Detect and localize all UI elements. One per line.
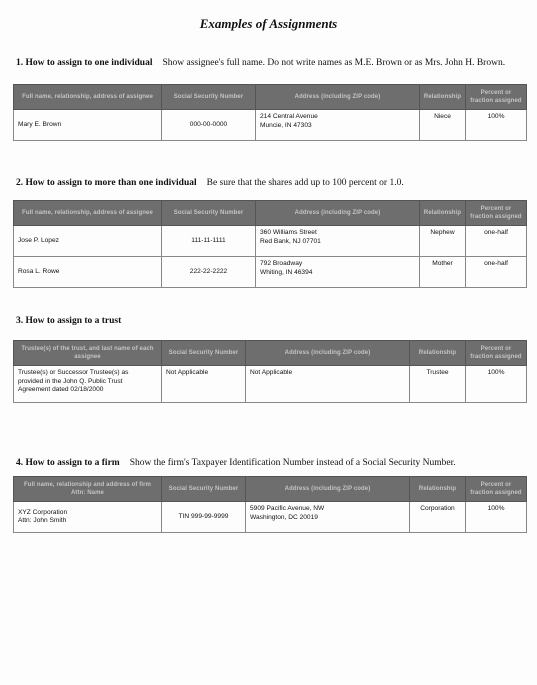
col-header-percent: Percent or fraction assigned bbox=[466, 201, 527, 226]
table-row bbox=[14, 110, 527, 141]
page-title: Examples of Assignments bbox=[199, 16, 338, 31]
table-header-row bbox=[14, 341, 527, 366]
col-header-ssn: Social Security Number bbox=[162, 201, 256, 226]
table-header-row bbox=[14, 477, 527, 502]
cell-name-line: Trustee(s) or Successor Trustee(s) as bbox=[18, 369, 129, 376]
cell-name bbox=[14, 366, 162, 403]
col-header-relationship: Relationship bbox=[420, 85, 466, 110]
section-heading: 1. How to assign to one individual bbox=[16, 58, 153, 68]
cell-address-line: Red Bank, NJ 07701 bbox=[260, 237, 321, 245]
cell-address-line: 214 Central Avenue bbox=[260, 113, 318, 120]
section-3-heading bbox=[16, 316, 131, 326]
col-header-address: Address (including ZIP code) bbox=[246, 341, 410, 366]
cell-name-line: XYZ Corporation bbox=[18, 508, 68, 516]
cell-name-line: Attn: John Smith bbox=[18, 517, 67, 524]
assignment-table-3 bbox=[13, 340, 527, 403]
cell-relationship: Nephew bbox=[420, 226, 466, 257]
cell-name-line: Rosa L. Rowe bbox=[18, 267, 60, 275]
cell-relationship: Mother bbox=[420, 257, 466, 288]
cell-address-line: Not Applicable bbox=[250, 369, 293, 376]
cell-ssn: 222-22-2222 bbox=[162, 257, 256, 288]
cell-address-line: 5909 Pacific Avenue, NW bbox=[250, 505, 325, 512]
col-header-name: Full name, relationship, address of assignee bbox=[14, 201, 162, 226]
section-heading: 2. How to assign to more than one individual bbox=[16, 178, 197, 188]
col-header-address: Address (including ZIP code) bbox=[246, 477, 410, 502]
cell-name-line: Jose P. Lopez bbox=[18, 236, 59, 244]
section-note: Be sure that the shares add up to 100 percent or 1.0. bbox=[206, 178, 404, 188]
col-header-name: Trustee(s) of the trust, and last name of each assignee bbox=[14, 341, 162, 366]
col-header-relationship: Relationship bbox=[410, 477, 466, 502]
section-2-heading bbox=[16, 178, 404, 188]
col-header-percent: Percent or fraction assigned bbox=[466, 85, 527, 110]
cell-name bbox=[14, 226, 162, 257]
cell-name-line: Mary E. Brown bbox=[18, 120, 62, 128]
cell-address-line: Muncie, IN 47303 bbox=[260, 121, 312, 129]
cell-ssn: 111-11-1111 bbox=[162, 226, 256, 257]
cell-percent: one-half bbox=[466, 257, 527, 288]
cell-percent: one-half bbox=[466, 226, 527, 257]
col-header-percent: Percent or fraction assigned bbox=[466, 341, 527, 366]
col-header-percent: Percent or fraction assigned bbox=[466, 477, 527, 502]
cell-address bbox=[256, 226, 420, 257]
cell-percent: 100% bbox=[466, 366, 527, 403]
cell-relationship: Corporation bbox=[410, 502, 466, 533]
section-note: Show the firm's Taxpayer Identification Number instead of a Social Security Number. bbox=[129, 458, 456, 468]
cell-address-line: Whiting, IN 46394 bbox=[260, 268, 313, 276]
cell-address bbox=[256, 110, 420, 141]
cell-ssn: Not Applicable bbox=[162, 366, 246, 403]
cell-address-line: 360 Williams Street bbox=[260, 229, 317, 236]
table-header-row bbox=[14, 201, 527, 226]
table-row bbox=[14, 257, 527, 288]
cell-name bbox=[14, 257, 162, 288]
cell-percent: 100% bbox=[466, 502, 527, 533]
col-header-ssn: Social Security Number bbox=[162, 341, 246, 366]
cell-address-line: Washington, DC 20019 bbox=[250, 513, 318, 521]
table-header-row bbox=[14, 85, 527, 110]
section-heading: 4. How to assign to a firm bbox=[16, 458, 120, 468]
section-4-heading bbox=[16, 458, 456, 468]
cell-address-line: 792 Broadway bbox=[260, 260, 303, 267]
cell-relationship: Niece bbox=[420, 110, 466, 141]
col-header-ssn: Social Security Number bbox=[162, 477, 246, 502]
cell-address bbox=[246, 502, 410, 533]
table-row bbox=[14, 226, 527, 257]
cell-ssn: TIN 999-99-9999 bbox=[162, 502, 246, 533]
cell-name-line: Agreement dated 02/18/2000 bbox=[18, 386, 104, 393]
assignment-table-1 bbox=[13, 84, 527, 141]
col-header-ssn: Social Security Number bbox=[162, 85, 256, 110]
col-header-relationship: Relationship bbox=[410, 341, 466, 366]
cell-address bbox=[256, 257, 420, 288]
cell-percent: 100% bbox=[466, 110, 527, 141]
col-header-address: Address (including ZIP code) bbox=[256, 201, 420, 226]
cell-name bbox=[14, 110, 162, 141]
section-heading: 3. How to assign to a trust bbox=[16, 316, 122, 326]
cell-name-line: provided in the John Q. Public Trust bbox=[18, 377, 123, 385]
col-header-address: Address (including ZIP code) bbox=[256, 85, 420, 110]
cell-relationship: Trustee bbox=[410, 366, 466, 403]
col-header-name: Full name, relationship, address of assignee bbox=[14, 85, 162, 110]
cell-ssn: 000-00-0000 bbox=[162, 110, 256, 141]
cell-address bbox=[246, 366, 410, 403]
assignment-table-4 bbox=[13, 476, 527, 533]
cell-name bbox=[14, 502, 162, 533]
assignment-table-2 bbox=[13, 200, 527, 288]
section-1-heading bbox=[16, 58, 505, 68]
section-note: Show assignee's full name. Do not write names as M.E. Brown or as Mrs. John H. Brown. bbox=[162, 58, 506, 68]
col-header-relationship: Relationship bbox=[420, 201, 466, 226]
col-header-name: Full name, relationship and address of firm Attn: Name bbox=[14, 477, 162, 502]
table-row bbox=[14, 502, 527, 533]
table-row bbox=[14, 366, 527, 403]
